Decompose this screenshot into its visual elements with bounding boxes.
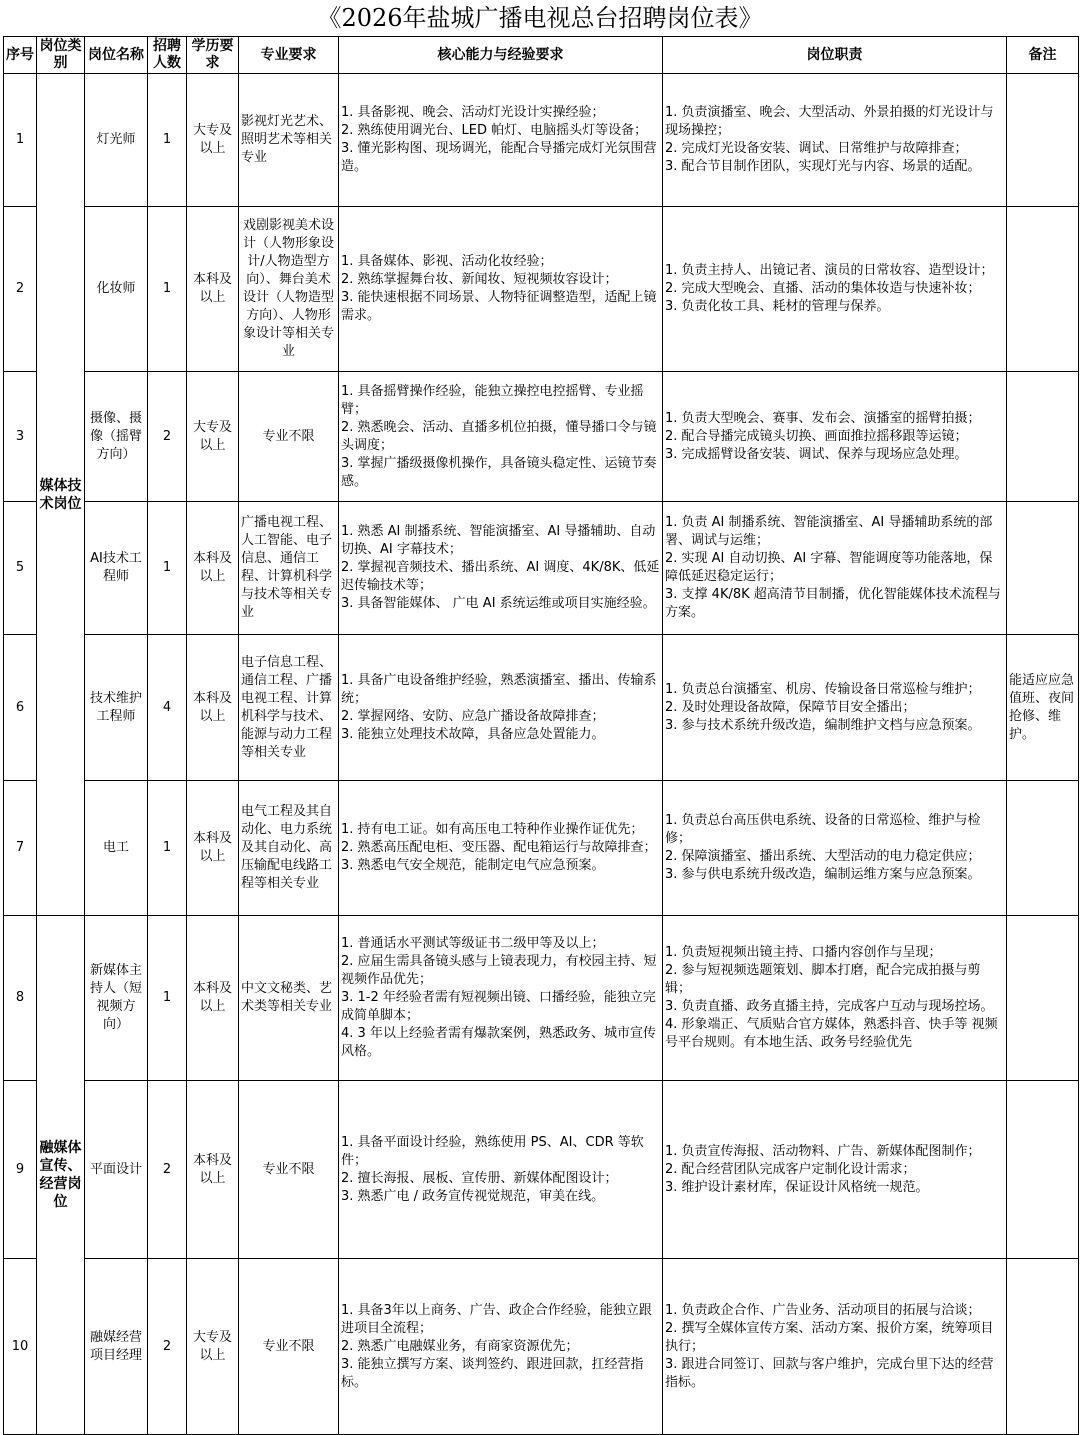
category-media: 融媒体宣传、经营岗位 xyxy=(37,916,85,1435)
cell-ability xyxy=(339,781,663,916)
cell-major: 广播电视工程、人工智能、电子信息、通信工程、计算机科学与技术等相关专业 xyxy=(239,502,339,635)
cell-count: 4 xyxy=(148,635,187,781)
cell-edu: 本科及以上 xyxy=(187,781,239,916)
cell-name: 摄像、摄像（摇臂方向） xyxy=(85,372,148,502)
ability-line: 1. 具备3年以上商务、广告、政企合作经验，能独立跟进项目全流程； xyxy=(341,1302,652,1336)
cell-seq: 8 xyxy=(4,916,37,1081)
cell-edu: 本科及以上 xyxy=(187,635,239,781)
ability-line: 1. 持有电工证。如有高压电工特种作业操作证优先； xyxy=(341,822,644,837)
cell-ability xyxy=(339,207,663,372)
ability-line: 3. 熟悉电气安全规范，能制定电气应急预案。 xyxy=(341,858,605,873)
cell-seq: 10 xyxy=(4,1259,37,1435)
table-row xyxy=(4,207,1079,372)
cell-ability xyxy=(339,1081,663,1259)
ability-line: 3. 1-2 年经验者需有短视频出镜、口播经验，能独立完成简单脚本； xyxy=(341,990,656,1023)
cell-name: AI技术工程师 xyxy=(85,502,148,635)
ability-line: 2. 掌握视音频技术、播出系统、AI 调度、4K/8K、低延迟传输技术等； xyxy=(341,560,660,593)
duty-line: 1. 负责总台高压供电系统、设备的日常巡检、维护与检修； xyxy=(665,813,981,846)
header-row xyxy=(4,37,1079,74)
cell-ability xyxy=(339,916,663,1081)
cell-major: 中文文秘类、艺术类等相关专业 xyxy=(239,916,339,1081)
duty-line: 2. 保障演播室、播出系统、大型活动的电力稳定供应； xyxy=(665,849,981,864)
cell-duty xyxy=(663,1259,1007,1435)
duty-line: 2. 参与短视频选题策划、脚本打磨，配合完成拍摄与剪辑； xyxy=(665,963,981,996)
duty-line: 2. 完成大型晚会、直播、活动的集体妆造与快速补妆； xyxy=(665,281,981,296)
ability-line: 1. 具备平面设计经验，熟练使用 PS、AI、CDR 等软件； xyxy=(341,1134,644,1168)
table-row xyxy=(4,1081,1079,1259)
duty-line: 1. 负责短视频出镜主持、口播内容创作与呈现； xyxy=(665,945,942,960)
ability-line: 2. 擅长海报、展板、宣传册、新媒体配图设计； xyxy=(341,1170,618,1186)
duty-line: 3. 完成摇臂设备安装、调试、保养与现场应急处理。 xyxy=(665,446,968,462)
duty-line: 1. 负责演播室、晚会、大型活动、外景拍摄的灯光设计与现场操控； xyxy=(665,105,994,138)
cell-major: 电子信息工程、通信工程、广播电视工程、计算机科学与技术、能源与动力工程等相关专业 xyxy=(239,635,339,781)
table-row xyxy=(4,502,1079,635)
cell-major: 电气工程及其自动化、电力系统及其自动化、高压输配电线路工程等相关专业 xyxy=(239,781,339,916)
cell-seq: 7 xyxy=(4,781,37,916)
duty-line: 3. 支撑 4K/8K 超高清节目制播，优化智能媒体技术流程与方案。 xyxy=(665,587,1001,620)
cell-duty xyxy=(663,207,1007,372)
cell-edu: 大专及以上 xyxy=(187,1259,239,1435)
header-count: 招聘人数 xyxy=(148,37,187,74)
ability-line: 3. 熟悉广电 / 政务宣传视觉规范，审美在线。 xyxy=(341,1188,605,1204)
table-row xyxy=(4,916,1079,1081)
cell-major: 影视灯光艺术、照明艺术等相关专业 xyxy=(239,74,339,207)
ability-line: 3. 懂光影构图、现场调光，能配合导播完成灯光氛围营造。 xyxy=(341,141,657,174)
cell-major: 专业不限 xyxy=(239,1259,339,1435)
cell-count: 2 xyxy=(148,1259,187,1435)
ability-line: 2. 熟练掌握舞台妆、新闻妆、短视频妆容设计； xyxy=(341,272,618,287)
duty-line: 3. 维护设计素材库，保证设计风格统一规范。 xyxy=(665,1179,929,1195)
cell-seq: 3 xyxy=(4,372,37,502)
page-title: 《2026年盐城广播电视总台招聘岗位表》 xyxy=(317,4,763,32)
cell-seq: 9 xyxy=(4,1081,37,1259)
cell-count: 1 xyxy=(148,74,187,207)
cell-edu: 本科及以上 xyxy=(187,916,239,1081)
cell-name: 技术维护工程师 xyxy=(85,635,148,781)
duty-line: 1. 负责总台演播室、机房、传输设备日常巡检与维护； xyxy=(665,681,981,697)
cell-name: 融媒经营项目经理 xyxy=(85,1259,148,1435)
header-duty: 岗位职责 xyxy=(663,37,1007,74)
cell-duty xyxy=(663,916,1007,1081)
cell-ability xyxy=(339,635,663,781)
cell-duty xyxy=(663,635,1007,781)
cell-count: 1 xyxy=(148,916,187,1081)
cell-name: 化妆师 xyxy=(85,207,148,372)
duty-line: 2. 实现 AI 自动切换、AI 字幕、智能调度等功能落地，保障低延迟稳定运行； xyxy=(665,551,993,584)
ability-line: 2. 熟练使用调光台、LED 帕灯、电脑摇头灯等设备； xyxy=(341,123,648,138)
duty-line: 2. 配合经营团队完成客户定制化设计需求； xyxy=(665,1161,916,1177)
cell-ability xyxy=(339,372,663,502)
header-major: 专业要求 xyxy=(239,37,339,74)
ability-line: 1. 熟悉 AI 制播系统、智能演播室、AI 导播辅助、自动切换、AI 字幕技术； xyxy=(341,524,656,557)
cell-note: 能适应应急值班、夜间抢修、维护。 xyxy=(1007,635,1079,781)
duty-line: 3. 负责直播、政务直播主持，完成客户互动与现场控场。 xyxy=(665,999,994,1014)
cell-ability xyxy=(339,502,663,635)
header-edu: 学历要求 xyxy=(187,37,239,74)
cell-duty xyxy=(663,74,1007,207)
ability-line: 2. 熟悉晚会、活动、直播多机位拍摄，懂导播口令与镜头调度； xyxy=(341,419,657,453)
cell-note xyxy=(1007,1259,1079,1435)
recruitment-table xyxy=(3,36,1079,1435)
ability-line: 2. 应届生需具备镜头感与上镜表现力，有校园主持、短视频作品优先； xyxy=(341,954,657,987)
cell-count: 1 xyxy=(148,207,187,372)
category-tech: 媒体技术岗位 xyxy=(37,74,85,916)
cell-note xyxy=(1007,372,1079,502)
cell-edu: 本科及以上 xyxy=(187,1081,239,1259)
duty-line: 1. 负责大型晚会、赛事、发布会、演播室的摇臂拍摄； xyxy=(665,410,981,426)
cell-duty xyxy=(663,372,1007,502)
duty-line: 3. 跟进合同签订、回款与客户维护，完成台里下达的经营指标。 xyxy=(665,1356,994,1390)
ability-line: 2. 熟悉广电融媒业务，有商家资源优先； xyxy=(341,1338,579,1354)
cell-edu: 大专及以上 xyxy=(187,74,239,207)
cell-major: 专业不限 xyxy=(239,1081,339,1259)
ability-line: 3. 能快速根据不同场景、人物特征调整造型，适配上镜需求。 xyxy=(341,290,657,323)
header-note: 备注 xyxy=(1007,37,1079,74)
ability-line: 4. 3 年以上经验者需有爆款案例，熟悉政务、城市宣传风格。 xyxy=(341,1026,656,1059)
cell-major: 专业不限 xyxy=(239,372,339,502)
cell-count: 1 xyxy=(148,502,187,635)
cell-note xyxy=(1007,916,1079,1081)
cell-ability xyxy=(339,74,663,207)
table-row xyxy=(4,1259,1079,1435)
header-ability: 核心能力与经验要求 xyxy=(339,37,663,74)
cell-ability xyxy=(339,1259,663,1435)
duty-line: 3. 参与技术系统升级改造，编制维护文档与应急预案。 xyxy=(665,717,981,733)
cell-name: 电工 xyxy=(85,781,148,916)
ability-line: 3. 能独立处理技术故障，具备应急处置能力。 xyxy=(341,726,605,742)
cell-count: 2 xyxy=(148,1081,187,1259)
cell-edu: 本科及以上 xyxy=(187,502,239,635)
duty-line: 3. 配合节目制作团队，实现灯光与内容、场景的适配。 xyxy=(665,159,981,174)
ability-line: 1. 普通话水平测试等级证书二级甲等及以上； xyxy=(341,936,605,951)
header-name: 岗位名称 xyxy=(85,37,148,74)
ability-line: 1. 具备影视、晚会、活动灯光设计实操经验； xyxy=(341,105,605,120)
cell-duty xyxy=(663,1081,1007,1259)
table-row xyxy=(4,372,1079,502)
cell-name: 平面设计 xyxy=(85,1081,148,1259)
header-category: 岗位类别 xyxy=(37,37,85,74)
cell-name: 灯光师 xyxy=(85,74,148,207)
duty-line: 1. 负责政企合作、广告业务、活动项目的拓展与洽谈； xyxy=(665,1302,981,1318)
cell-name: 新媒体主持人（短视频方向） xyxy=(85,916,148,1081)
cell-note xyxy=(1007,207,1079,372)
ability-line: 1. 具备摇臂操作经验，能独立操控电控摇臂、专业摇臂； xyxy=(341,383,644,417)
cell-note xyxy=(1007,1081,1079,1259)
cell-note xyxy=(1007,502,1079,635)
duty-line: 2. 及时处理设备故障，保障节目安全播出； xyxy=(665,699,916,715)
cell-seq: 2 xyxy=(4,207,37,372)
ability-line: 3. 能独立撰写方案、谈判签约、跟进回款，扛经营指标。 xyxy=(341,1356,644,1390)
cell-seq: 1 xyxy=(4,74,37,207)
duty-line: 1. 负责宣传海报、活动物料、广告、新媒体配图制作； xyxy=(665,1143,981,1159)
duty-line: 2. 撰写全媒体宣传方案、活动方案、报价方案，统筹项目执行； xyxy=(665,1320,994,1354)
table-row xyxy=(4,781,1079,916)
duty-line: 3. 负责化妆工具、耗材的管理与保养。 xyxy=(665,299,890,314)
table-row xyxy=(4,635,1079,781)
header-seq: 序号 xyxy=(4,37,37,74)
cell-count: 1 xyxy=(148,781,187,916)
cell-edu: 本科及以上 xyxy=(187,207,239,372)
ability-line: 3. 具备智能媒体、 广电 AI 系统运维或项目实施经验。 xyxy=(341,596,656,611)
ability-line: 3. 掌握广播级摄像机操作，具备镜头稳定性、运镜节奏感。 xyxy=(341,455,657,489)
cell-seq: 6 xyxy=(4,635,37,781)
cell-major: 戏剧影视美术设计（人物形象设计/人物造型方向）、舞台美术设计（人物造型方向）、人物形象设计等相关专业 xyxy=(239,207,339,372)
duty-line: 4. 形象端正、气质贴合官方媒体，熟悉抖音、快手等 视频号平台规则。有本地生活、政务号经验优先 xyxy=(665,1017,998,1050)
cell-count: 2 xyxy=(148,372,187,502)
ability-line: 1. 具备媒体、影视、活动化妆经验； xyxy=(341,254,553,269)
table-row xyxy=(4,74,1079,207)
duty-line: 3. 参与供电系统升级改造，编制运维方案与应急预案。 xyxy=(665,867,981,882)
cell-duty xyxy=(663,502,1007,635)
cell-note xyxy=(1007,74,1079,207)
ability-line: 2. 熟悉高压配电柜、变压器、配电箱运行与故障排查； xyxy=(341,840,657,855)
duty-line: 2. 完成灯光设备安装、调试、日常维护与故障排查； xyxy=(665,141,968,156)
duty-line: 2. 配合导播完成镜头切换、画面推拉摇移跟等运镜； xyxy=(665,428,968,444)
cell-seq: 5 xyxy=(4,502,37,635)
cell-note xyxy=(1007,781,1079,916)
ability-line: 2. 掌握网络、安防、应急广播设备故障排查； xyxy=(341,708,605,724)
cell-edu: 大专及以上 xyxy=(187,372,239,502)
duty-line: 1. 负责主持人、出镜记者、演员的日常妆容、造型设计； xyxy=(665,263,994,278)
cell-duty xyxy=(663,781,1007,916)
ability-line: 1. 具备广电设备维护经验，熟悉演播室、播出、传输系统； xyxy=(341,672,657,706)
duty-line: 1. 负责 AI 制播系统、智能演播室、AI 导播辅助系统的部署、调试与运维； xyxy=(665,515,993,548)
